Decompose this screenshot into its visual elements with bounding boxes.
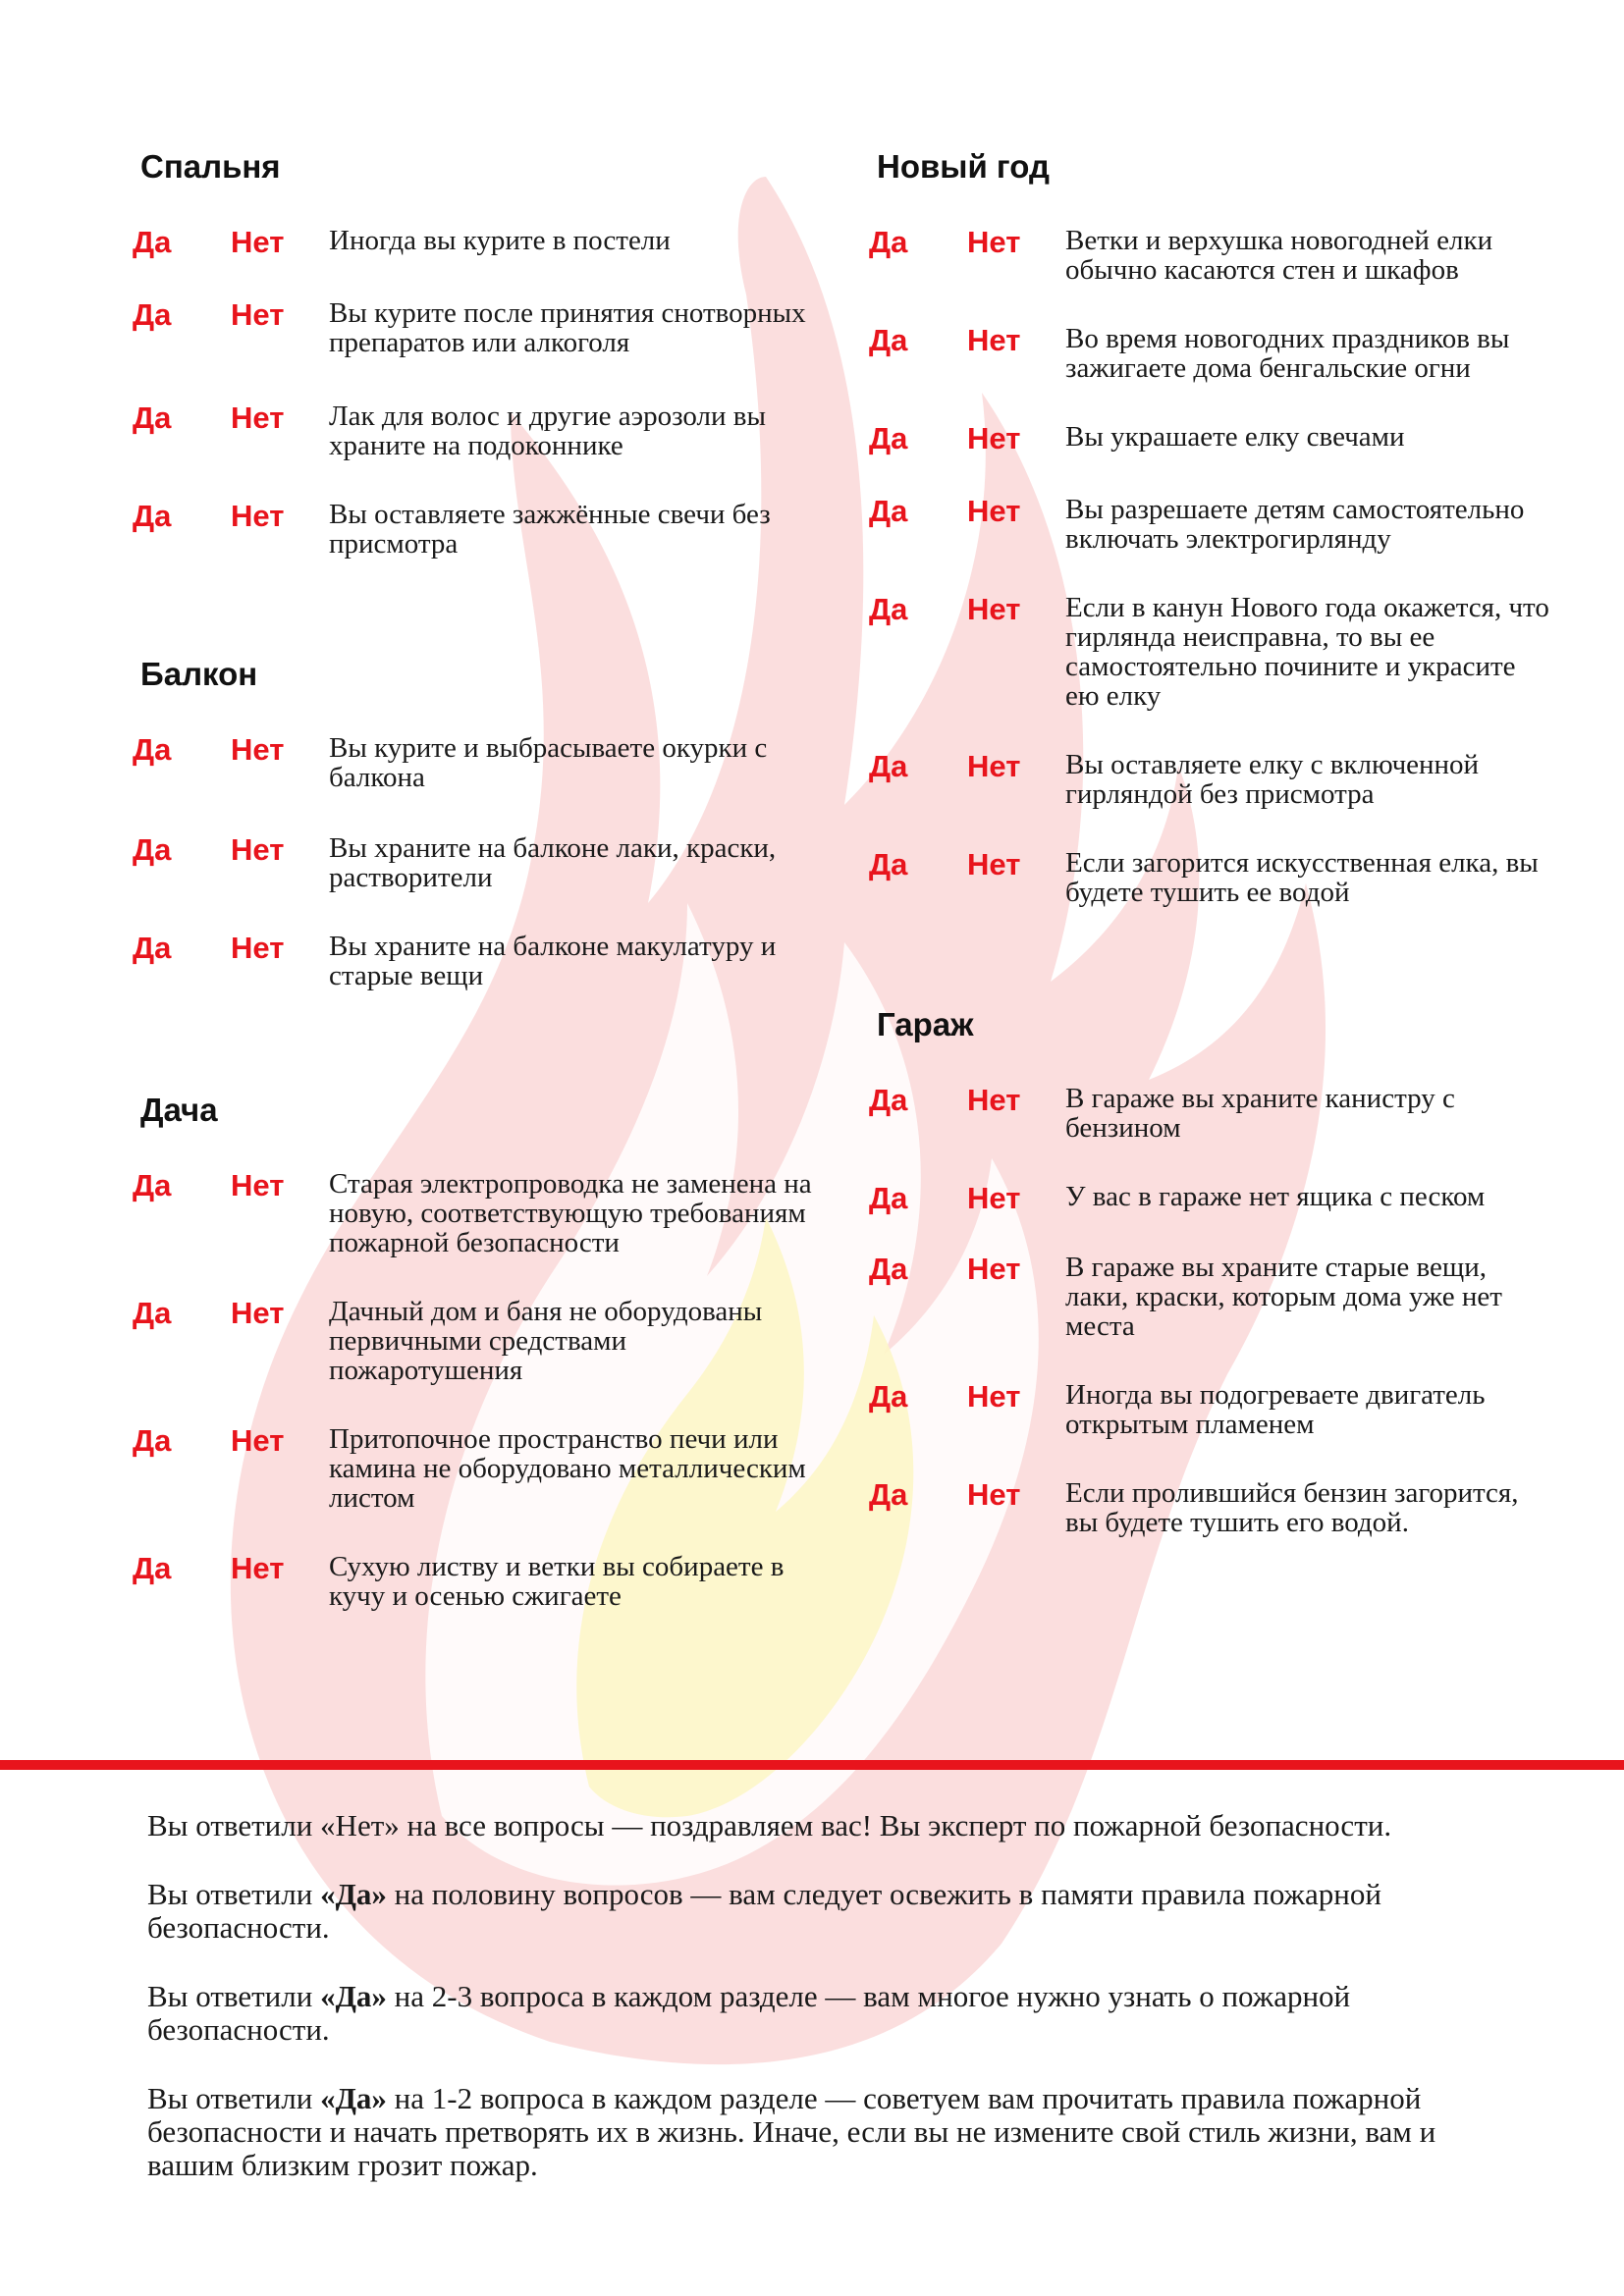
yes-option[interactable]: Да [133, 832, 172, 867]
question-row [869, 1084, 1556, 1143]
result-text: на половину вопросов — вам следует освежить в памяти правила пожарной безопасности. [147, 1877, 1381, 1945]
yes-option[interactable]: Да [869, 494, 908, 528]
no-option[interactable]: Нет [967, 494, 1021, 528]
no-option[interactable]: Нет [231, 297, 285, 332]
question-text: Если загорится искусственная елка, вы будете тушить ее водой [1065, 847, 1539, 908]
no-option[interactable]: Нет [231, 225, 285, 259]
question-row [869, 1253, 1556, 1341]
question-text: Иногда вы курите в постели [329, 225, 671, 256]
no-option[interactable]: Нет [231, 499, 285, 533]
result-text: Вы ответили [147, 1979, 321, 2013]
result-paragraph [147, 1809, 1453, 1842]
question-row [869, 1380, 1556, 1439]
result-paragraph [147, 1878, 1453, 1945]
question-text: Ветки и верхушка новогодней елки обычно касаются стен и шкафов [1065, 225, 1493, 286]
no-option[interactable]: Нет [967, 1083, 1021, 1117]
no-option[interactable]: Нет [231, 1168, 285, 1202]
section-new-year [869, 147, 1556, 907]
question-row [869, 1478, 1556, 1537]
question-row [133, 733, 820, 792]
yes-option[interactable]: Да [869, 323, 908, 357]
question-row [869, 593, 1556, 711]
question-text: Вы курите и выбрасываете окурки с балкона [329, 732, 768, 793]
no-option[interactable]: Нет [231, 832, 285, 867]
question-text: Вы украшаете елку свечами [1065, 421, 1405, 453]
right-column [869, 147, 1556, 1537]
result-paragraph [147, 1980, 1453, 2047]
yes-option[interactable]: Да [133, 1168, 172, 1202]
no-option[interactable]: Нет [967, 749, 1021, 783]
yes-option[interactable]: Да [133, 400, 172, 435]
section-balcony [133, 655, 820, 990]
yes-option[interactable]: Да [133, 732, 172, 767]
question-row [133, 1552, 820, 1611]
question-row [133, 1169, 820, 1257]
result-text: Вы ответили [147, 1877, 321, 1911]
question-text: Притопочное пространство печи или камина не оборудовано металлическим листом [329, 1423, 806, 1514]
question-row [133, 1297, 820, 1385]
yes-option[interactable]: Да [133, 297, 172, 332]
result-text: Вы ответили [147, 2081, 321, 2115]
section-garage [869, 1005, 1556, 1537]
left-column [133, 147, 820, 1611]
result-text: на 2-3 вопроса в каждом разделе — вам многое нужно узнать о пожарной безопасности. [147, 1979, 1351, 2047]
question-text: Вы курите после принятия снотворных препаратов или алкоголя [329, 297, 806, 358]
question-text: Лак для волос и другие аэрозоли вы храните на подоконнике [329, 400, 766, 461]
section-dacha [133, 1091, 820, 1611]
question-text: Вы оставляете елку с включенной гирляндой без присмотра [1065, 749, 1480, 810]
yes-option[interactable]: Да [869, 1252, 908, 1286]
no-option[interactable]: Нет [967, 323, 1021, 357]
result-text: на 1-2 вопроса в каждом разделе — советуем вам прочитать правила пожарной безопасности и начать претворять их в жизнь. Иначе, если вы не измените свой стиль жизни, вам и вашим близким грозит пожар. [147, 2081, 1436, 2182]
no-option[interactable]: Нет [967, 1379, 1021, 1414]
section-title: Гараж [877, 1006, 974, 1042]
question-text: Сухую листву и ветки вы собираете в кучу и осенью сжигаете [329, 1551, 785, 1612]
results-block [147, 1809, 1453, 2217]
no-option[interactable]: Нет [231, 1423, 285, 1458]
no-option[interactable]: Нет [967, 225, 1021, 259]
yes-option[interactable]: Да [869, 225, 908, 259]
no-option[interactable]: Нет [967, 1477, 1021, 1512]
question-text: Вы храните на балконе лаки, краски, растворители [329, 832, 777, 893]
yes-option[interactable]: Да [869, 592, 908, 626]
no-option[interactable]: Нет [231, 400, 285, 435]
result-bold: «Да» [320, 1979, 387, 2013]
question-text: Вы разрешаете детям самостоятельно включать электрогирлянду [1065, 494, 1525, 555]
question-row [869, 422, 1556, 455]
no-option[interactable]: Нет [231, 1296, 285, 1330]
question-row [133, 500, 820, 559]
result-paragraph [147, 2082, 1453, 2182]
yes-option[interactable]: Да [869, 1477, 908, 1512]
question-text: Дачный дом и баня не оборудованы первичными средствами пожаротушения [329, 1296, 763, 1386]
section-title: Балкон [140, 656, 258, 692]
yes-option[interactable]: Да [133, 1296, 172, 1330]
question-row [133, 226, 820, 259]
question-text: Во время новогодних праздников вы зажигаете дома бенгальские огни [1065, 323, 1510, 384]
question-row [133, 932, 820, 990]
question-text: В гараже вы храните канистру с бензином [1065, 1083, 1455, 1144]
no-option[interactable]: Нет [967, 592, 1021, 626]
question-row [869, 848, 1556, 907]
section-title: Дача [140, 1092, 218, 1128]
yes-option[interactable]: Да [869, 1083, 908, 1117]
question-row [869, 1182, 1556, 1215]
section-bedroom [133, 147, 820, 559]
section-title: Новый год [877, 148, 1050, 185]
yes-option[interactable]: Да [133, 225, 172, 259]
question-text: Если в канун Нового года окажется, что гирлянда неисправна, то вы ее самостоятельно почините и украсите ею елку [1065, 592, 1549, 712]
question-row [869, 324, 1556, 383]
yes-option[interactable]: Да [869, 421, 908, 455]
no-option[interactable]: Нет [231, 732, 285, 767]
no-option[interactable]: Нет [967, 421, 1021, 455]
result-text: Вы ответили «Нет» на все вопросы — поздравляем вас! Вы эксперт по пожарной безопасности. [147, 1808, 1392, 1842]
no-option[interactable]: Нет [231, 1551, 285, 1585]
question-row [869, 226, 1556, 285]
yes-option[interactable]: Да [133, 1551, 172, 1585]
question-text: В гараже вы храните старые вещи, лаки, краски, которым дома уже нет места [1065, 1252, 1502, 1342]
question-row [133, 1424, 820, 1513]
question-text: Вы оставляете зажжённые свечи без присмотра [329, 499, 771, 560]
no-option[interactable]: Нет [967, 847, 1021, 881]
question-row [133, 833, 820, 892]
question-text: У вас в гараже нет ящика с песком [1065, 1181, 1486, 1212]
no-option[interactable]: Нет [967, 1252, 1021, 1286]
question-row [869, 750, 1556, 809]
question-text: Вы храните на балконе макулатуру и старые вещи [329, 931, 777, 991]
yes-option[interactable]: Да [869, 847, 908, 881]
section-title: Спальня [140, 148, 281, 185]
question-row [133, 298, 820, 357]
yes-option[interactable]: Да [869, 1181, 908, 1215]
yes-option[interactable]: Да [869, 749, 908, 783]
yes-option[interactable]: Да [133, 931, 172, 965]
question-row [133, 401, 820, 460]
question-row [869, 495, 1556, 554]
result-bold: «Да» [320, 1877, 387, 1911]
question-text: Старая электропроводка не заменена на новую, соответствующую требованиям пожарной безопасности [329, 1168, 812, 1258]
yes-option[interactable]: Да [869, 1379, 908, 1414]
yes-option[interactable]: Да [133, 1423, 172, 1458]
no-option[interactable]: Нет [967, 1181, 1021, 1215]
yes-option[interactable]: Да [133, 499, 172, 533]
question-text: Иногда вы подогреваете двигатель открытым пламенем [1065, 1379, 1486, 1440]
no-option[interactable]: Нет [231, 931, 285, 965]
red-divider [0, 1760, 1624, 1770]
result-bold: «Да» [320, 2081, 387, 2115]
question-text: Если пролившийся бензин загорится, вы будете тушить его водой. [1065, 1477, 1519, 1538]
